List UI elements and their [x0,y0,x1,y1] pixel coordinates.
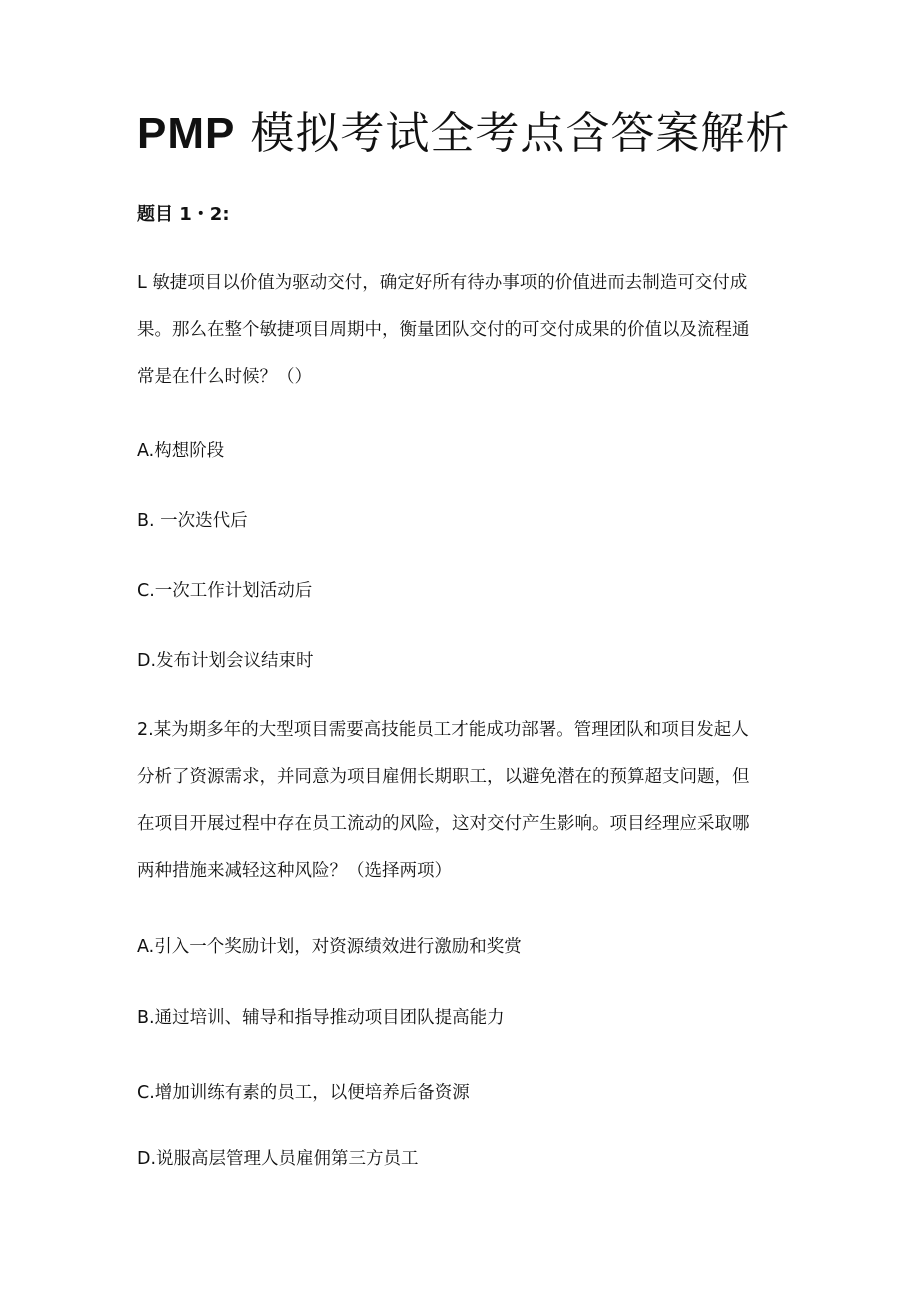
question-2-option-c: C.增加训练有素的员工，以便培养后备资源 [137,1083,470,1103]
question-2-stem-line: 分析了资源需求，并同意为项目雇佣长期职工，以避免潜在的预算超支问题，但 [137,767,750,787]
question-1-option-a: A.构想阶段 [137,441,225,461]
title-rest: 模拟考试全考点含答案解析 [235,108,791,159]
title-latin: PMP [137,109,236,158]
question-2-option-a: A.引入一个奖励计划，对资源绩效进行激励和奖赏 [137,937,522,957]
question-2-option-b: B.通过培训、辅导和指导推动项目团队提高能力 [137,1008,505,1028]
question-1-stem-line: 常是在什么时候？（） [137,367,312,387]
question-2-stem [137,707,797,895]
question-1-option-d: D.发布计划会议结束时 [137,651,314,671]
question-1-stem-line: L 敏捷项目以价值为驱动交付，确定好所有待办事项的价值进而去制造可交付成 [137,273,748,293]
question-2-option-d: D.说服高层管理人员雇佣第三方员工 [137,1149,419,1169]
question-1-stem [137,260,797,401]
question-2-stem-line: 2.某为期多年的大型项目需要高技能员工才能成功部署。管理团队和项目发起人 [137,720,749,740]
question-1-option-c: C.一次工作计划活动后 [137,581,313,601]
question-1-option-b: B. 一次迭代后 [137,511,248,531]
document-title [137,104,790,164]
question-1-stem-line: 果。那么在整个敏捷项目周期中，衡量团队交付的可交付成果的价值以及流程通 [137,320,750,340]
section-heading: 题目 1・2: [137,204,230,225]
question-2-stem-line: 在项目开展过程中存在员工流动的风险，这对交付产生影响。项目经理应采取哪 [137,814,750,834]
question-2-stem-line: 两种措施来减轻这种风险？（选择两项） [137,861,452,881]
